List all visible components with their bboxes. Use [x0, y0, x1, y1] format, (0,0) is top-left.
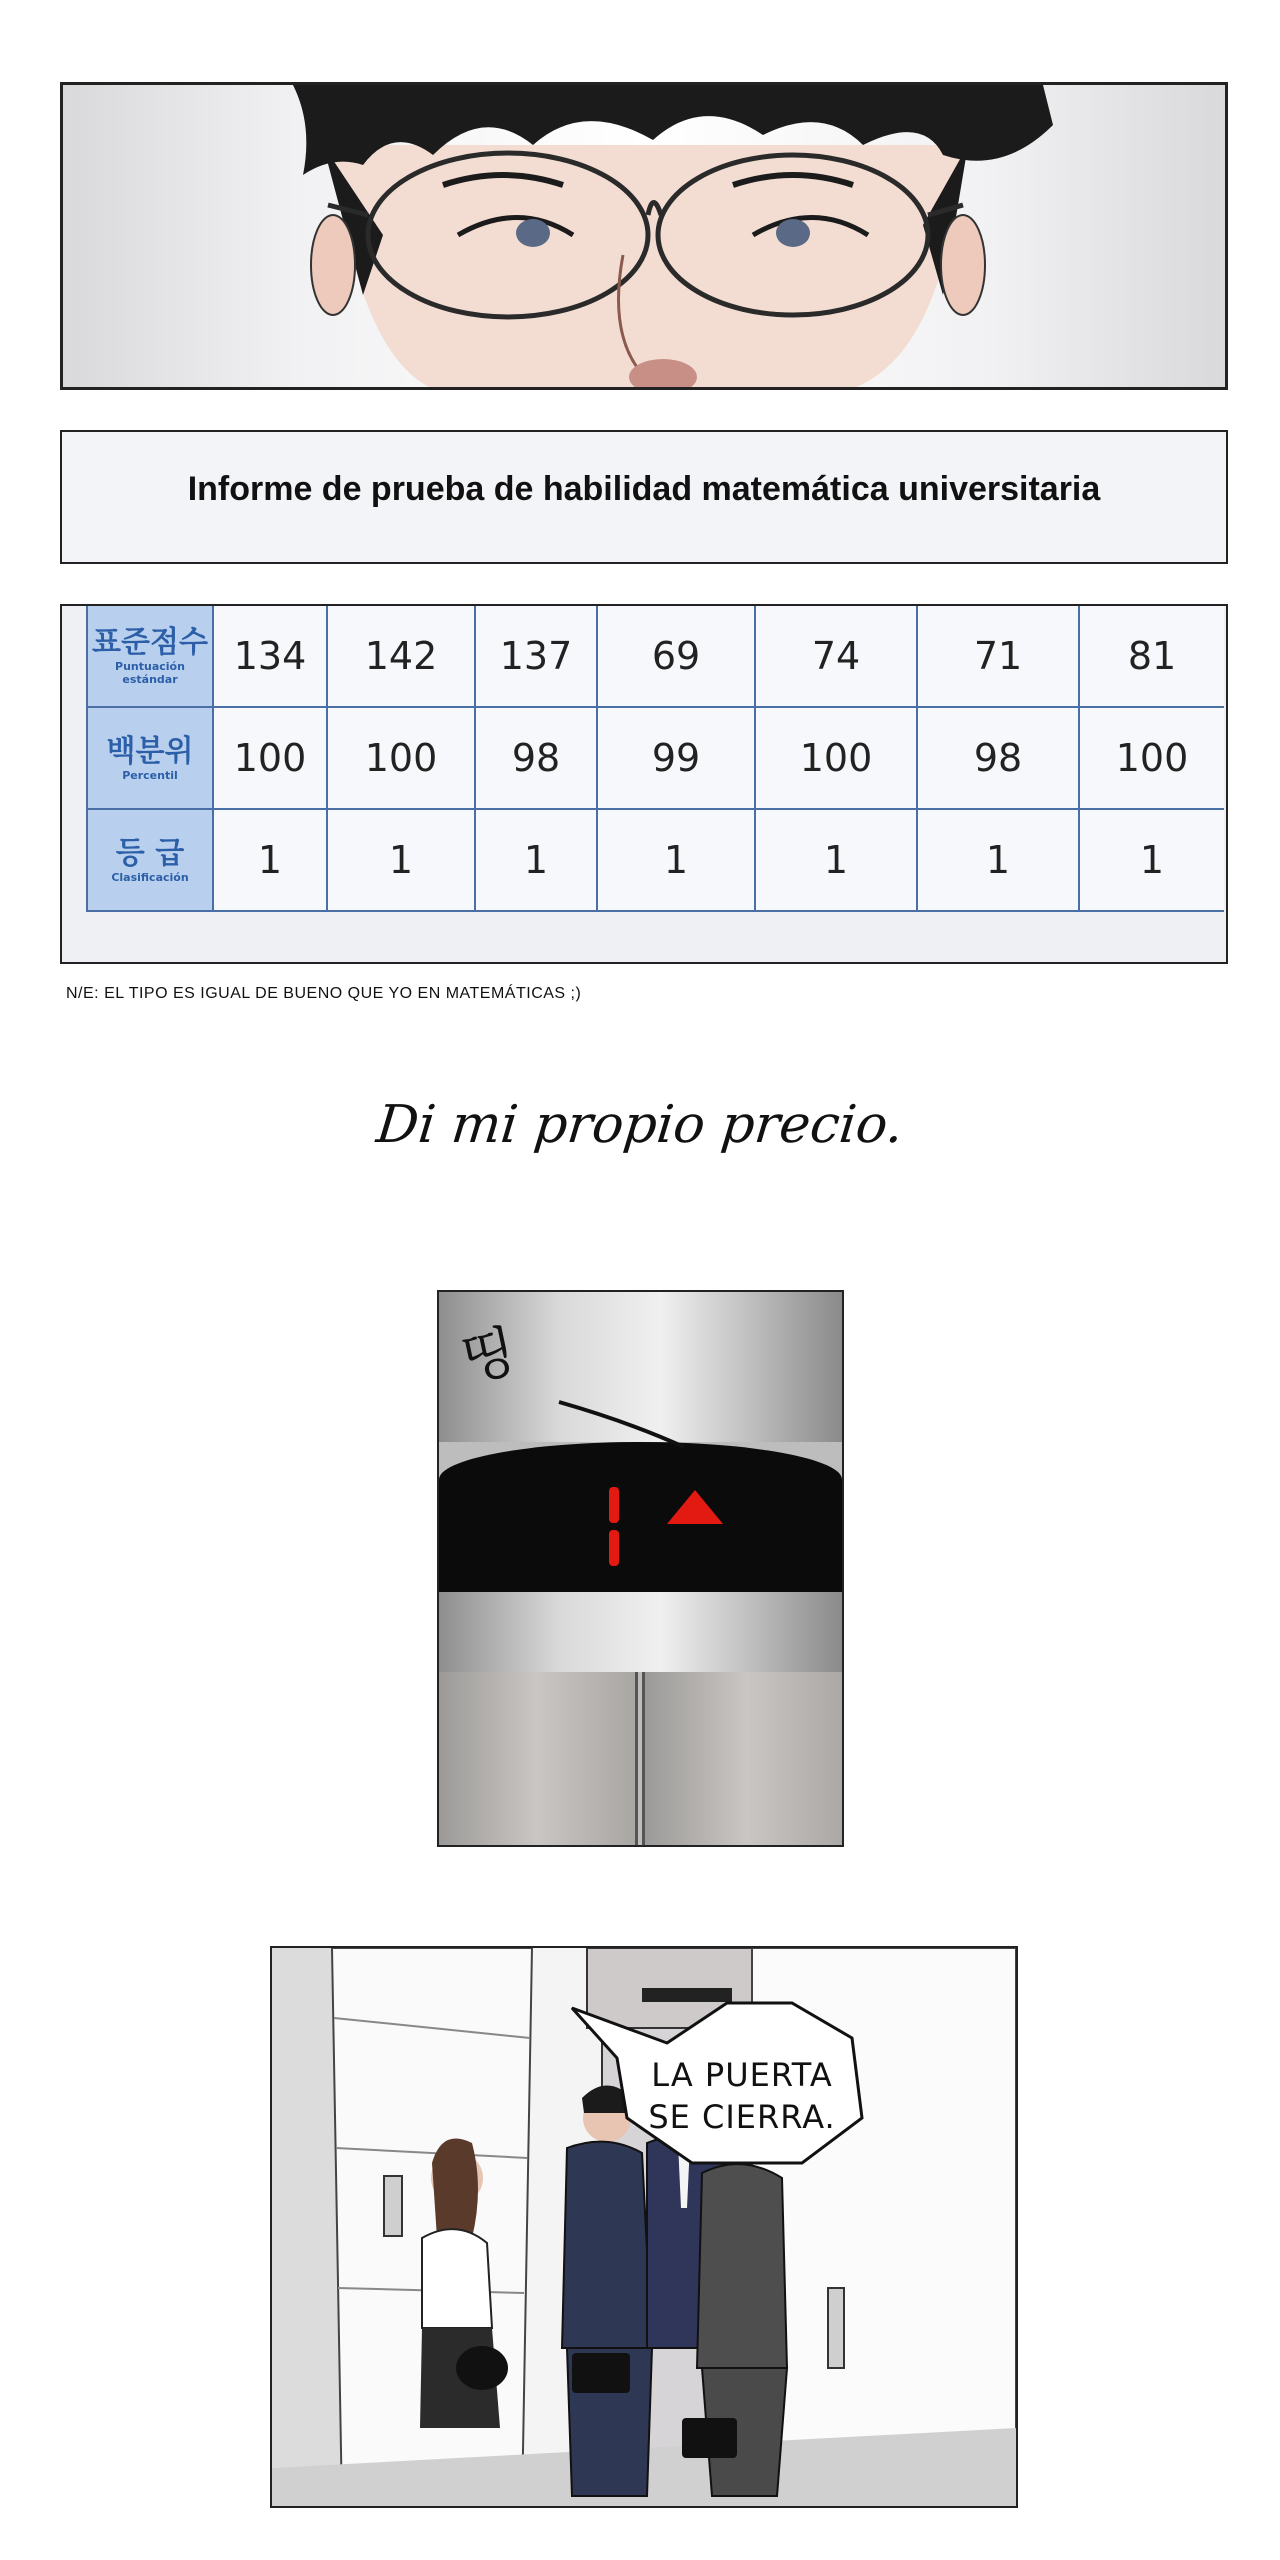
row-label-korean: 백분위 [106, 733, 194, 769]
score-cell: 74 [755, 606, 917, 707]
floor-digit-upper [609, 1487, 619, 1523]
sfx-ding: 띵 [455, 1318, 523, 1394]
row-label-spanish: Clasificación [111, 870, 189, 884]
row-standard-score [87, 606, 1224, 707]
score-cell: 71 [917, 606, 1079, 707]
score-cell: 81 [1079, 606, 1224, 707]
row-label-korean: 표준점수 [92, 625, 208, 660]
row-grade [87, 809, 1224, 911]
score-table [86, 606, 1224, 912]
score-cell: 99 [597, 707, 755, 809]
bubble-text [627, 2054, 857, 2138]
face-illustration [63, 85, 1228, 390]
score-cell: 1 [917, 809, 1079, 911]
panel-score-table [60, 604, 1228, 964]
panel-elevator-indicator [437, 1290, 844, 1847]
score-cell: 1 [327, 809, 475, 911]
score-cell: 1 [213, 809, 327, 911]
panel-corridor-scene [270, 1946, 1018, 2508]
row-label-korean: 등 급 [115, 835, 185, 871]
bubble-line-2: SE CIERRA. [648, 2098, 836, 2136]
scene-illustration [272, 1948, 1016, 2506]
score-cell: 137 [475, 606, 597, 707]
score-cell: 69 [597, 606, 755, 707]
score-cell: 100 [327, 707, 475, 809]
score-cell: 1 [597, 809, 755, 911]
row-header [87, 707, 213, 809]
narration-text: Di mi propio precio. [373, 1095, 907, 1155]
score-cell: 1 [1079, 809, 1224, 911]
score-cell: 1 [755, 809, 917, 911]
score-cell: 100 [755, 707, 917, 809]
score-cell: 100 [1079, 707, 1224, 809]
score-cell: 1 [475, 809, 597, 911]
score-cell: 98 [475, 707, 597, 809]
floor-digit-lower [609, 1530, 619, 1566]
score-cell: 98 [917, 707, 1079, 809]
panel-face-closeup [60, 82, 1228, 390]
report-title: Informe de prueba de habilidad matemática universitaria [187, 470, 1101, 508]
bubble-line-1: LA PUERTA [651, 2056, 833, 2094]
score-cell: 100 [213, 707, 327, 809]
up-arrow-icon [667, 1490, 723, 1524]
translator-note: N/E: EL TIPO ES IGUAL DE BUENO QUE YO EN MATEMÁTICAS ;) [66, 985, 582, 1002]
score-cell: 142 [327, 606, 475, 707]
panel-report-title [60, 430, 1228, 564]
row-percentile [87, 707, 1224, 809]
row-header [87, 606, 213, 707]
row-label-spanish: Puntuación estándar [115, 660, 185, 686]
row-label-spanish: Percentil [122, 768, 178, 782]
row-header [87, 809, 213, 911]
score-cell: 134 [213, 606, 327, 707]
